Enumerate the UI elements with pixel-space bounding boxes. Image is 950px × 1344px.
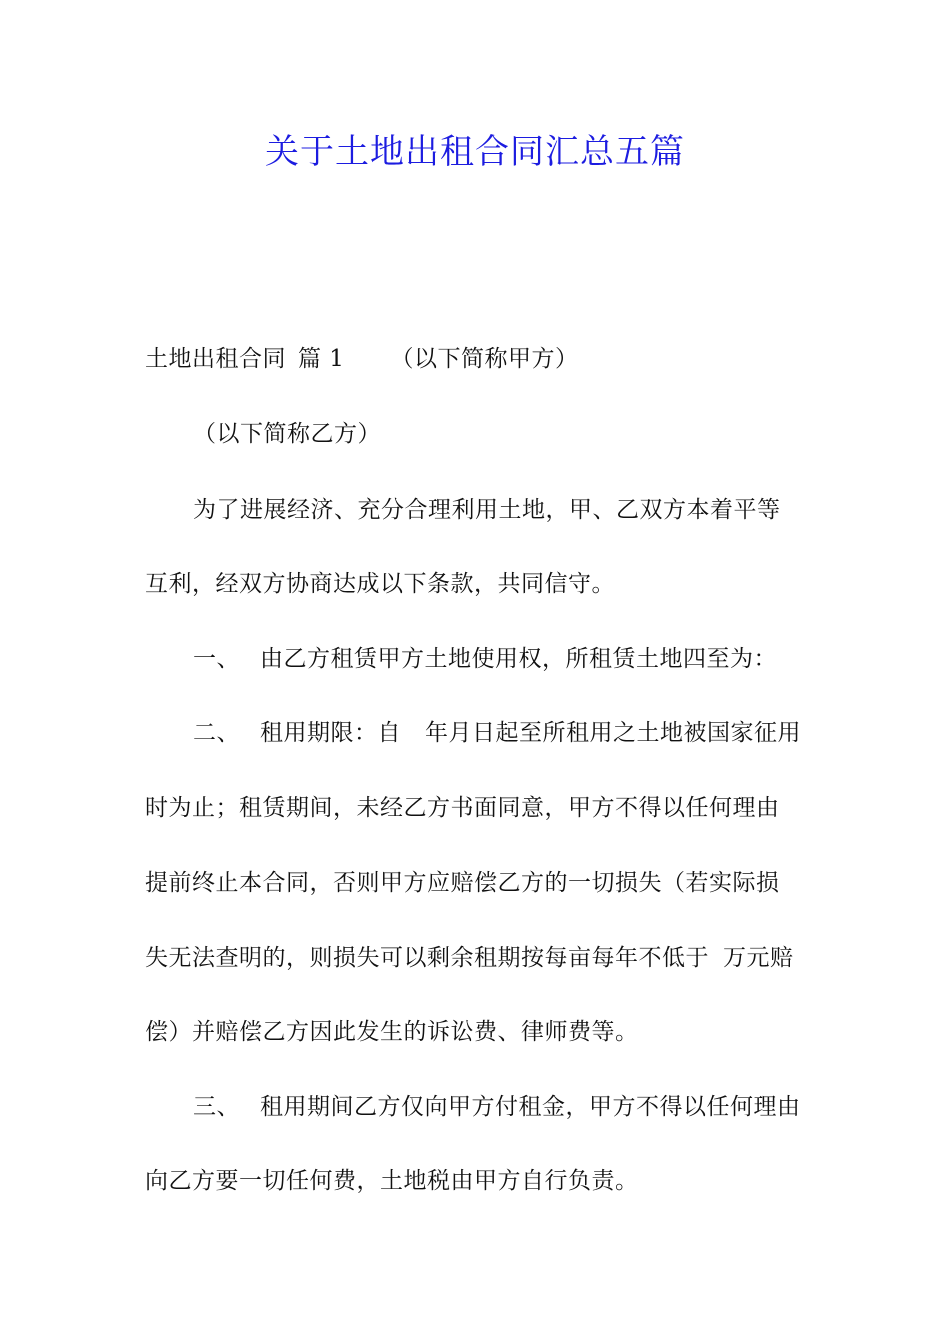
clause-2-line-5: 偿）并赔偿乙方因此发生的诉讼费、律师费等。 <box>145 1019 639 1045</box>
intro-line-2: 互利，经双方协商达成以下条款，共同信守。 <box>145 571 615 597</box>
contract-heading-part: 篇 1 <box>298 346 345 372</box>
contract-heading-label: 土地出租合同 <box>145 346 286 372</box>
party-b-label: （以下简称乙方） <box>193 421 381 447</box>
contract-heading-line <box>145 342 807 376</box>
clause-2-number: 二、 <box>193 720 240 746</box>
clause-2-line-1 <box>193 716 855 750</box>
clause-2-line-2: 时为止；租赁期间，未经乙方书面同意，甲方不得以任何理由 <box>145 795 780 821</box>
document-title: 关于土地出租合同汇总五篇 <box>265 132 685 172</box>
clause-2-text-b: 年月日起至所租用之土地被国家征用 <box>425 720 801 746</box>
clause-2-line-3: 提前终止本合同，否则甲方应赔偿乙方的一切损失（若实际损 <box>145 870 780 896</box>
party-b-line <box>193 417 855 451</box>
clause-1-text: 由乙方租赁甲方土地使用权，所租赁土地四至为： <box>260 646 777 672</box>
clause-3-line-2: 向乙方要一切任何费，土地税由甲方自行负责。 <box>145 1168 639 1194</box>
clause-2-line-4-a: 失无法查明的，则损失可以剩余租期按每亩每年不低于 <box>145 945 709 971</box>
clause-2-text-a: 租用期限：自 <box>260 720 401 746</box>
clause-3-line-1 <box>193 1090 855 1124</box>
clause-1-number: 一、 <box>193 646 240 672</box>
party-a-label: （以下简称甲方） <box>390 346 579 372</box>
clause-1-line <box>193 642 855 676</box>
clause-2-line-4 <box>145 941 807 975</box>
clause-3-number: 三、 <box>193 1094 240 1120</box>
clause-3-text: 租用期间乙方仅向甲方付租金，甲方不得以任何理由 <box>260 1094 801 1120</box>
clause-2-line-4-b: 万元赔 <box>723 945 794 971</box>
intro-line-1: 为了进展经济、充分合理利用土地，甲、乙双方本着平等 <box>193 497 781 523</box>
